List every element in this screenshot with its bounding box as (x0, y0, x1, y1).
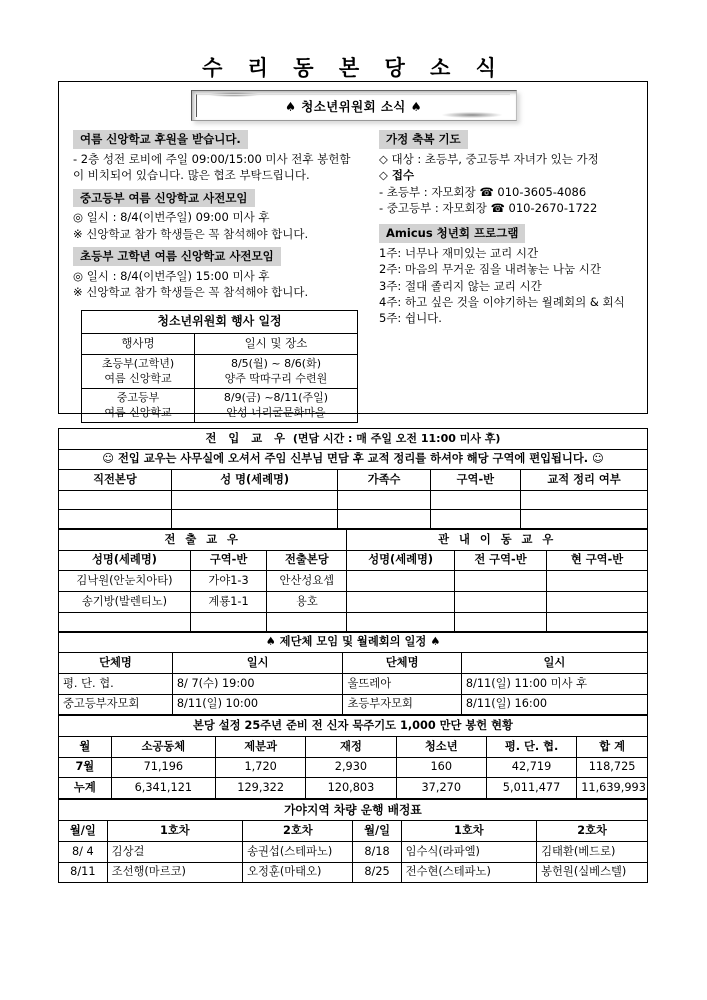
offering-cell-0-4: 160 (396, 757, 486, 778)
offering-cell-1-1: 6,341,121 (111, 778, 215, 799)
family-blessing-line4: - 중고등부 : 자모회장 ☎ 010-2670-1722 (379, 200, 598, 215)
internal-move-title (347, 530, 647, 551)
table-row (59, 716, 647, 737)
schedule-when-0-l1: 8/5(월) ~ 8/6(화) (230, 357, 322, 370)
mh-premeeting-value: 8/4(이번주일) 09:00 미사 후 (120, 210, 270, 225)
amicus-program-heading: Amicus 청년회 프로그램 (379, 224, 525, 243)
meetings-header-0: 단체명 (59, 653, 172, 674)
table-row[interactable] (59, 592, 647, 613)
support-line1-part-b: 주일 09:00/15:00 미사 전후 (165, 151, 314, 166)
table-row (59, 821, 647, 842)
schedule-event-1 (82, 389, 195, 423)
incoming-cell-1-4[interactable] (521, 510, 647, 529)
table-row (59, 470, 647, 491)
schedule-when-1-l2: 안성 너리굴문화마을 (226, 405, 326, 419)
meetings-title: ♠ 제단체 모임 및 월례회의 일정 ♠ (59, 632, 647, 653)
offering-cell-0-5: 42,719 (486, 757, 576, 778)
meetings-cell-1-1[interactable]: 8/11(일) 10:00 (172, 694, 343, 715)
elementary-premeeting-heading: 초등부 고학년 여름 신앙학교 사전모임 (73, 247, 281, 266)
meetings-cell-0-2[interactable]: 울뜨레아 (343, 674, 461, 695)
table-row[interactable] (59, 510, 647, 529)
table-row (59, 530, 647, 551)
vehicle-assignment-table (59, 799, 647, 882)
outgoing-header-0: 성명(세례명) (59, 550, 190, 571)
meetings-cell-0-1[interactable]: 8/ 7(수) 19:00 (172, 674, 343, 695)
offering-cell-0-1: 71,196 (111, 757, 215, 778)
schedule-header-when: 일시 및 장소 (195, 333, 358, 354)
vehicle-cell-1-0: 8/11 (59, 862, 107, 882)
table-row[interactable] (59, 694, 647, 715)
offering-cell-0-0: 7월 (59, 757, 111, 778)
meetings-cell-1-3[interactable]: 8/11(일) 16:00 (461, 694, 647, 715)
vehicle-cell-0-2: 송권섭(스테파노) (243, 842, 353, 863)
amicus-week-3: 3주: 절대 졸리지 않는 교리 시간 (379, 278, 542, 293)
offering-cell-1-2: 129,322 (216, 778, 306, 799)
outgoing-cell-2-1[interactable] (190, 612, 266, 631)
table-row (59, 842, 647, 863)
incoming-cell-0-2[interactable] (338, 491, 430, 510)
vehicle-cell-1-2: 오정훈(마태오) (243, 862, 353, 882)
middle-high-premeeting-line1 (73, 209, 373, 225)
offering-cell-0-3: 2,930 (306, 757, 396, 778)
offering-header-0: 월 (59, 737, 111, 758)
vehicle-cell-1-5: 봉헌원(실베스텔) (537, 862, 647, 882)
youth-committee-section (58, 81, 648, 419)
internal-header-2: 현 구역-반 (547, 550, 647, 571)
mh-premeeting-label: ◎ 일시 : (73, 210, 121, 225)
table-row (59, 800, 647, 821)
support-line1-part-c: 봉헌함 (313, 151, 351, 166)
meetings-cell-0-3[interactable]: 8/11(일) 11:00 미사 후 (461, 674, 647, 695)
offering-header-5: 평. 단. 협. (486, 737, 576, 758)
offering-cell-1-3: 120,803 (306, 778, 396, 799)
incoming-header-3: 구역-반 (430, 470, 520, 491)
offering-cell-0-2: 1,720 (216, 757, 306, 778)
outgoing-header-1: 구역-반 (190, 550, 266, 571)
table-row[interactable] (59, 612, 647, 631)
vehicle-cell-0-3: 8/18 (353, 842, 401, 863)
outgoing-cell-0-0[interactable]: 김낙원(안눈치아타) (59, 571, 190, 592)
vehicle-header-5: 2호차 (537, 821, 647, 842)
table-row[interactable] (59, 491, 647, 510)
incoming-cell-1-2[interactable] (338, 510, 430, 529)
summer-school-support-heading: 여름 신앙학교 후원을 받습니다. (73, 130, 248, 149)
meetings-header-1: 일시 (172, 653, 343, 674)
incoming-cell-0-1[interactable] (171, 491, 338, 510)
internal-cell-2-1[interactable] (454, 612, 546, 631)
vehicle-cell-0-5: 김태환(베드로) (537, 842, 647, 863)
incoming-header-4: 교적 정리 여부 (521, 470, 647, 491)
incoming-header-1: 성 명(세례명) (171, 470, 338, 491)
schedule-when-1-l1: 8/9(금) ~8/11(주일) (223, 391, 329, 405)
internal-cell-2-2[interactable] (547, 612, 647, 631)
outgoing-title-text: 전 출 교 우 (164, 532, 241, 546)
meetings-cell-0-0[interactable]: 평. 단. 협. (59, 674, 172, 695)
outgoing-cell-1-0[interactable]: 송기방(발렌티노) (59, 592, 190, 613)
meetings-header-2: 단체명 (343, 653, 461, 674)
section-banner-label: ♠ 청소년위원회 소식 ♠ (196, 94, 510, 117)
vehicle-header-0: 월/일 (59, 821, 107, 842)
outgoing-and-internal-move-table (59, 529, 647, 632)
incoming-cell-0-4[interactable] (521, 491, 647, 510)
el-premeeting-label: ◎ 일시 : (73, 268, 121, 283)
offering-header-4: 청소년 (396, 737, 486, 758)
family-blessing-line2: ◇ 접수 (379, 168, 415, 183)
table-row (82, 389, 358, 423)
internal-move-title-text: 관 내 이 동 교 우 (438, 532, 557, 546)
vehicle-cell-0-4: 임수식(라파엘) (401, 842, 536, 863)
offering-title: 본당 설정 25주년 준비 전 신자 묵주기도 1,000 만단 봉헌 현황 (59, 716, 647, 737)
vehicle-cell-1-4: 전수현(스테파노) (401, 862, 536, 882)
schedule-header-event: 행사명 (82, 333, 195, 354)
el-premeeting-value: 8/4(이번주일) 15:00 미사 후 (120, 268, 270, 283)
middle-high-premeeting-heading: 중고등부 여름 신앙학교 사전모임 (73, 189, 255, 208)
offering-cell-1-5: 5,011,477 (486, 778, 576, 799)
schedule-event-0-l1: 초등부(고학년) (101, 357, 175, 370)
meetings-cell-1-2[interactable]: 초등부자모회 (343, 694, 461, 715)
table-row (59, 862, 647, 882)
vehicle-header-1: 1호차 (107, 821, 242, 842)
table-row (59, 449, 647, 470)
table-row (59, 737, 647, 758)
incoming-note: ☺ 전입 교우는 사무실에 오셔서 주임 신부님 면담 후 교적 정리를 하셔야 해당 구역에 편입됩니다. ☺ (59, 449, 647, 470)
family-blessing-target-value: 초등부, 중고등부 자녀가 있는 가정 (424, 151, 599, 166)
offering-cell-1-4: 37,270 (396, 778, 486, 799)
vehicle-header-2: 2호차 (243, 821, 353, 842)
upper-right-column (379, 128, 637, 327)
family-blessing-line3: - 초등부 : 자모회장 ☎ 010-3605-4086 (379, 184, 587, 199)
amicus-week-2: 2주: 마음의 무거운 짐을 내려놓는 나눔 시간 (379, 262, 601, 277)
offering-cell-1-0: 누계 (59, 778, 111, 799)
youth-event-schedule-table (81, 310, 358, 423)
table-row[interactable] (59, 571, 647, 592)
table-row (82, 311, 358, 334)
incoming-header-0: 직전본당 (59, 470, 171, 491)
vehicle-cell-1-1: 조선행(마르코) (107, 862, 242, 882)
middle-high-premeeting-line2: ※ 신앙학교 참가 학생들은 꼭 참석해야 합니다. (73, 226, 309, 241)
family-blessing-target-label: ◇ 대상 : (379, 151, 425, 166)
outgoing-cell-2-0[interactable] (59, 612, 190, 631)
table-row (59, 757, 647, 778)
offering-header-2: 제분과 (216, 737, 306, 758)
section-banner (191, 90, 517, 121)
offering-cell-1-6: 11,639,993 (577, 778, 647, 799)
rosary-offering-table (59, 715, 647, 799)
offering-header-6: 합 계 (577, 737, 647, 758)
family-blessing-heading: 가정 축복 기도 (379, 130, 468, 149)
meetings-header-3: 일시 (461, 653, 647, 674)
vehicle-header-3: 월/일 (353, 821, 401, 842)
vehicle-cell-0-1: 김상걸 (107, 842, 242, 863)
incoming-header-2: 가족수 (338, 470, 430, 491)
schedule-event-1-l1: 중고등부 (116, 391, 160, 405)
parish-records-section (58, 428, 648, 883)
internal-cell-1-0[interactable] (347, 592, 454, 613)
offering-header-1: 소공동체 (111, 737, 215, 758)
outgoing-cell-0-2[interactable]: 안산성요셉 (267, 571, 347, 592)
offering-cell-0-6: 118,725 (577, 757, 647, 778)
upper-left-column (73, 128, 373, 301)
outgoing-cell-0-1[interactable]: 가야1-3 (190, 571, 266, 592)
internal-cell-2-0[interactable] (347, 612, 454, 631)
schedule-event-1-l2: 여름 신앙학교 (104, 405, 172, 419)
page-title: 수 리 동 본 당 소 식 (202, 56, 505, 80)
table-row (59, 778, 647, 799)
meetings-cell-1-0[interactable]: 중고등부자모회 (59, 694, 172, 715)
schedule-title: 청소년위원회 행사 일정 (82, 311, 358, 334)
internal-cell-0-1[interactable] (454, 571, 546, 592)
table-row (82, 333, 358, 354)
internal-header-1: 전 구역-반 (454, 550, 546, 571)
elementary-premeeting-line1 (73, 268, 373, 284)
amicus-week-5: 5주: 쉽니다. (379, 311, 442, 326)
outgoing-cell-1-1[interactable]: 계룡1-1 (190, 592, 266, 613)
incoming-cell-1-3[interactable] (430, 510, 520, 529)
schedule-when-0 (195, 355, 358, 389)
support-line1-part-a: - 2층 성전 로비에 (73, 151, 166, 166)
internal-cell-1-1[interactable] (454, 592, 546, 613)
incoming-cell-1-0[interactable] (59, 510, 171, 529)
internal-cell-0-2[interactable] (547, 571, 647, 592)
outgoing-cell-2-2[interactable] (267, 612, 347, 631)
internal-cell-1-2[interactable] (547, 592, 647, 613)
table-row (59, 632, 647, 653)
outgoing-title (59, 530, 347, 551)
outgoing-header-2: 전출본당 (267, 550, 347, 571)
vehicle-title: 가야지역 차량 운행 배정표 (59, 800, 647, 821)
vehicle-cell-1-3: 8/25 (353, 862, 401, 882)
summer-school-support-line1 (73, 151, 373, 167)
table-row (59, 429, 647, 449)
incoming-cell-0-0[interactable] (59, 491, 171, 510)
incoming-cell-1-1[interactable] (171, 510, 338, 529)
vehicle-header-4: 1호차 (401, 821, 536, 842)
summer-school-support-line2: 이 비치되어 있습니다. 많은 협조 부탁드립니다. (73, 168, 310, 183)
schedule-when-0-l2: 양주 딱따구리 수련원 (224, 371, 328, 385)
family-blessing-line1 (379, 151, 637, 167)
table-row (59, 550, 647, 571)
internal-header-0: 성명(세례명) (347, 550, 454, 571)
elementary-premeeting-line2: ※ 신앙학교 참가 학생들은 꼭 참석해야 합니다. (73, 285, 309, 300)
incoming-members-table (59, 429, 647, 529)
incoming-cell-0-3[interactable] (430, 491, 520, 510)
schedule-when-1 (195, 389, 358, 423)
incoming-title-sub: (면담 시간 : 매 주일 오전 11:00 미사 후) (289, 431, 501, 445)
amicus-week-1: 1주: 너무나 재미있는 교리 시간 (379, 246, 539, 261)
schedule-event-0 (82, 355, 195, 389)
internal-cell-0-0[interactable] (347, 571, 454, 592)
incoming-title-main: 전 입 교 우 (205, 431, 289, 445)
schedule-event-0-l2: 여름 신앙학교 (104, 371, 172, 385)
vehicle-cell-0-0: 8/ 4 (59, 842, 107, 863)
table-row[interactable] (59, 674, 647, 695)
outgoing-cell-1-2[interactable]: 용호 (267, 592, 347, 613)
group-meetings-table (59, 632, 647, 716)
table-row (82, 355, 358, 389)
offering-header-3: 재정 (306, 737, 396, 758)
amicus-week-4: 4주: 하고 싶은 것을 이야기하는 월례회의 & 회식 (379, 295, 625, 310)
table-row (59, 653, 647, 674)
incoming-title-cell (59, 429, 647, 449)
